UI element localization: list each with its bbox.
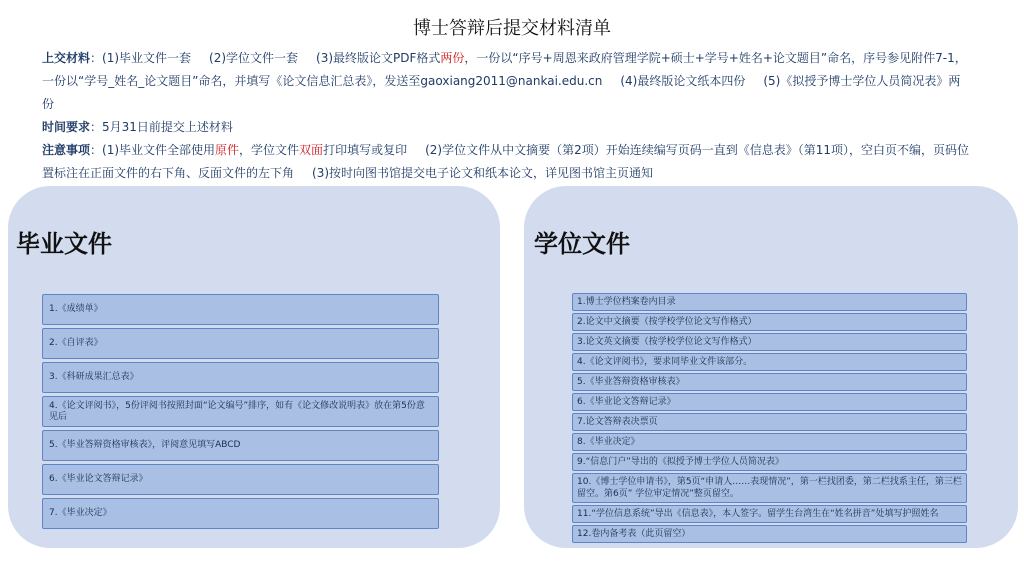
graduation-list xyxy=(42,294,439,532)
deadline-text: ：5月31日前提交上述材料 xyxy=(90,120,233,134)
degree-item: 7.论文答辩表决票页 xyxy=(572,413,967,431)
graduation-item: 4.《论文评阅书》，5份评阅书按照封面“论文编号”排序，如有《论文修改说明表》放在第5份意见后 xyxy=(42,396,439,427)
degree-item: 5.《毕业答辩资格审核表》 xyxy=(572,373,967,391)
degree-item: 4.《论文评阅书》，要求同毕业文件该部分。 xyxy=(572,353,967,371)
graduation-item: 2.《自评表》 xyxy=(42,328,439,359)
graduation-item: 5.《毕业答辩资格审核表》，评阅意见填写ABCD xyxy=(42,430,439,461)
graduation-item: 3.《科研成果汇总表》 xyxy=(42,362,439,393)
deadline-paragraph xyxy=(42,116,972,139)
degree-item: 1.博士学位档案卷内目录 xyxy=(572,293,967,311)
submit-item-3b: ，一份以“序号+周恩来政府管理学院+硕士+学号+姓名+论文题目”命名，序号参见附件7-1，一份以“学号_姓名_论文题目”命名，并填写《论文信息汇总表》，发送至gaoxiang2011@nankai.edu.cn xyxy=(42,51,967,88)
instructions-block xyxy=(42,47,972,185)
degree-list xyxy=(572,293,967,545)
note-3: (3)按时向图书馆提交电子论文和纸本论文，详见图书馆主页通知 xyxy=(312,166,654,180)
deadline-label: 时间要求 xyxy=(42,120,91,134)
submit-item-3-highlight: 两份 xyxy=(440,51,465,65)
degree-item: 2.论文中文摘要（按学校学位论文写作格式） xyxy=(572,313,967,331)
degree-item: 8.《毕业决定》 xyxy=(572,433,967,451)
graduation-item: 7.《毕业决定》 xyxy=(42,498,439,529)
note-1c: 打印填写或复印 xyxy=(323,143,408,157)
note-1a: ：(1)毕业文件全部使用 xyxy=(90,143,216,157)
note-1-highlight-original: 原件 xyxy=(215,143,240,157)
note-1-highlight-duplex: 双面 xyxy=(299,143,324,157)
graduation-item: 6.《毕业论文答辩记录》 xyxy=(42,464,439,495)
submit-item-5: (5)《拟授予博士学位人员简况表》两份 xyxy=(42,74,961,111)
degree-item: 10.《博士学位申请书》，第5页“申请人……表现情况”，第一栏找团委，第二栏找系主任，第三栏留空。第6页” 学位审定情况”整页留空。 xyxy=(572,473,967,503)
notes-label: 注意事项 xyxy=(42,143,91,157)
degree-item: 11.“学位信息系统”导出《信息表》，本人签字。留学生台湾生在“姓名拼音”处填写护照姓名 xyxy=(572,505,967,523)
note-2: (2)学位文件从中文摘要（第2项）开始连续编写页码一直到《信息表》（第11项），空白页不编，页码位置标注在正面文件的右下角、反面文件的左下角 xyxy=(42,143,969,180)
page-title: 博士答辩后提交材料清单 xyxy=(413,18,611,39)
note-1b: ，学位文件 xyxy=(239,143,300,157)
graduation-heading: 毕业文件 xyxy=(16,230,112,258)
submit-label: 上交材料 xyxy=(42,51,91,65)
degree-item: 9.“信息门户”导出的《拟授予博士学位人员简况表》 xyxy=(572,453,967,471)
graduation-documents-panel xyxy=(8,186,500,548)
degree-item: 12.卷内备考表（此页留空） xyxy=(572,525,967,543)
submit-item-4: (4)最终版论文纸本四份 xyxy=(620,74,746,88)
submit-materials-paragraph xyxy=(42,47,972,116)
notes-paragraph xyxy=(42,139,972,185)
graduation-item: 1.《成绩单》 xyxy=(42,294,439,325)
degree-documents-panel xyxy=(524,186,1018,548)
submit-item-1: ：(1)毕业文件一套 xyxy=(90,51,192,65)
degree-item: 6.《毕业论文答辩记录》 xyxy=(572,393,967,411)
submit-item-3a: (3)最终版论文PDF格式 xyxy=(316,51,441,65)
degree-item: 3.论文英文摘要（按学校学位论文写作格式） xyxy=(572,333,967,351)
degree-heading: 学位文件 xyxy=(534,230,630,258)
submit-item-2: (2)学位文件一套 xyxy=(209,51,299,65)
